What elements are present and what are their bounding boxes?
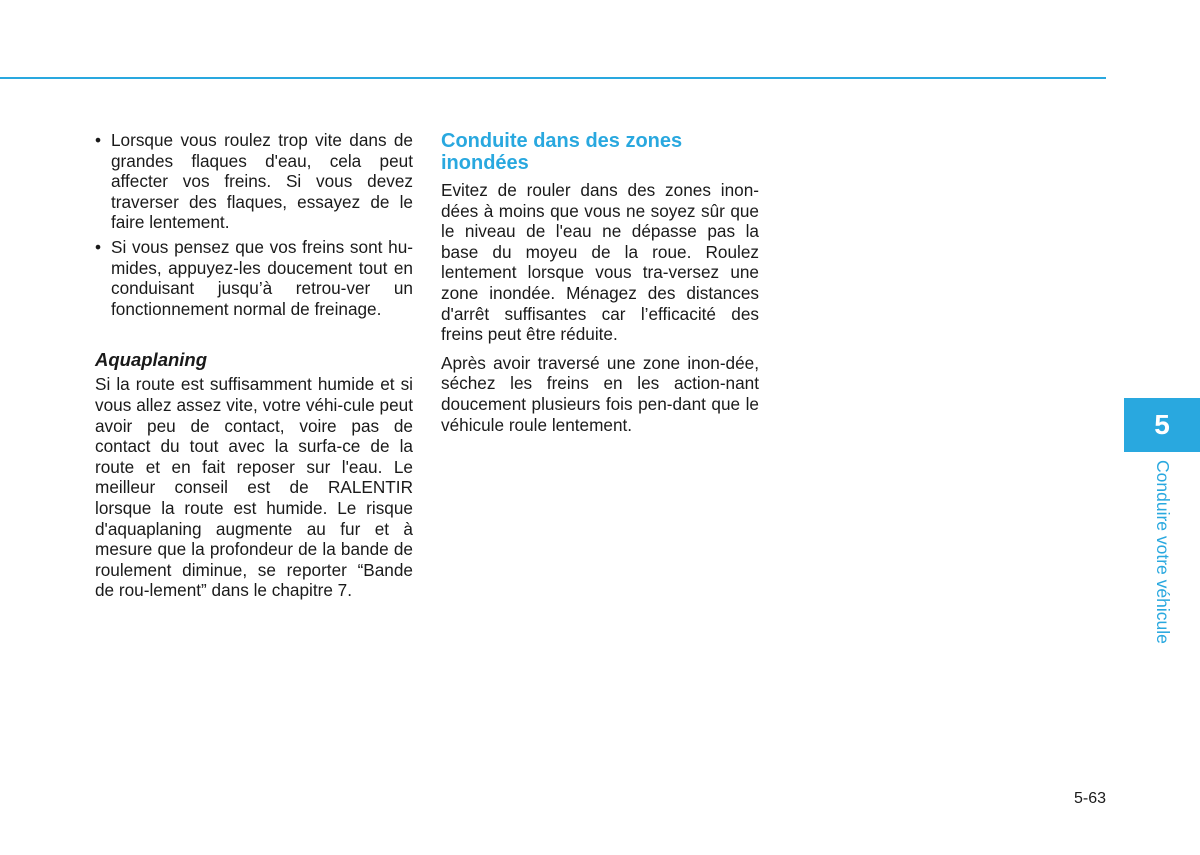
- section-title-line: inondées: [441, 152, 529, 174]
- list-item: [95, 130, 413, 233]
- chapter-label: Conduire votre véhicule: [1153, 460, 1173, 644]
- drying-brakes-paragraph: Après avoir traversé une zone inon-dée, séchez les freins en les action-nant doucement plusieurs fois pen-dant que le véhicule roule lentement.: [441, 352, 759, 435]
- flooded-zones-paragraph: Evitez de rouler dans des zones inon-dées à moins que vous ne soyez sûr que le niveau de l'eau ne dépasse pas la base du moyeu de la roue. Roulez lentement lorsque vous tra-versez une zone inondée. Ménagez des distances d'arrêt suffisantes car l’efficacité des freins peut être réduite.: [441, 180, 759, 345]
- aquaplaning-paragraph: Si la route est suffisamment humide et si vous allez assez vite, votre véhi-cule peut avoir peu de contact, voire pas de contact du tout avec la surfa-ce de la route et en fait reposer sur l'eau. Le meilleur conseil est de RALENTIR lorsque la route est humide. Le risque d'aquaplaning augmente au fur et à mesure que la profondeur de la bande de roulement diminue, se reporter “Bande de rou-lement” dans le chapitre 7.: [95, 374, 413, 601]
- bullet-list: [95, 130, 413, 319]
- subheading-aquaplaning: Aquaplaning: [95, 349, 208, 371]
- list-item: [95, 237, 413, 319]
- left-column: [95, 130, 413, 609]
- bullet-text: • Si vous pensez que vos freins sont hu-mides, appuyez-les doucement tout en conduisant jusqu’à retrou-ver un fonctionnement normal de freinage.: [111, 236, 413, 319]
- header-rule: [0, 77, 1106, 79]
- chapter-tab: 5: [1124, 398, 1200, 452]
- middle-column: [441, 130, 759, 443]
- section-title: [441, 130, 759, 174]
- page-number: 5-63: [1073, 790, 1106, 807]
- section-title-line: Conduite dans des zones: [441, 130, 683, 152]
- bullet-text: • Lorsque vous roulez trop vite dans de grandes flaques d'eau, cela peut affecter vos freins. Si vous devez traverser des flaques, essayez de le faire lentement.: [111, 130, 413, 233]
